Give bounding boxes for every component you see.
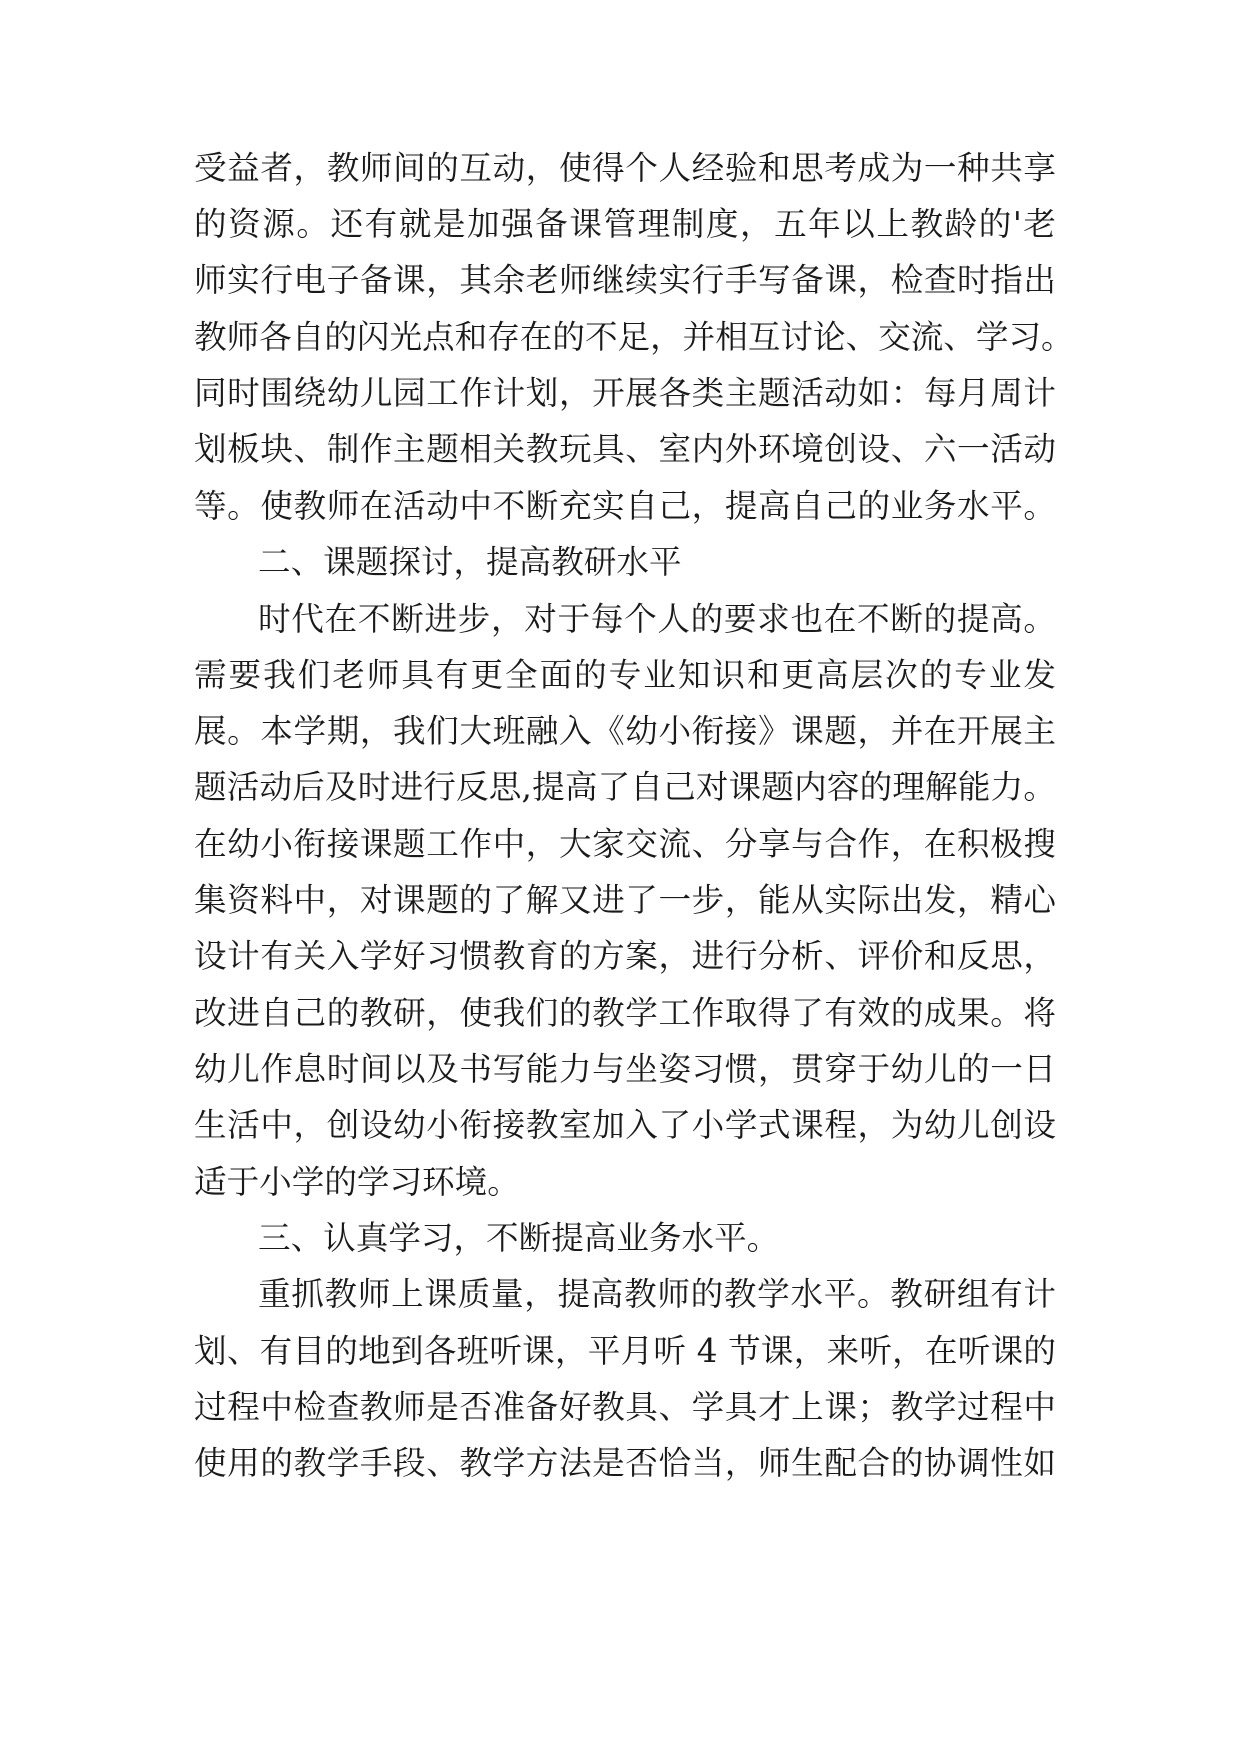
text-line: 划板块、制作主题相关教玩具、室内外环境创设、六一活动: [194, 430, 1056, 468]
text-line: 展。本学期，我们大班融入《幼小衔接》课题，并在开展主: [194, 712, 1056, 750]
text-line: 过程中检查教师是否准备好教具、学具才上课；教学过程中: [194, 1388, 1056, 1426]
section-heading: 三、认真学习，不断提高业务水平。: [258, 1219, 780, 1257]
section-heading: 二、课题探讨，提高教研水平: [258, 543, 682, 581]
text-line: 设计有关入学好习惯教育的方案，进行分析、评价和反思，: [194, 937, 1056, 975]
text-line: 教师各自的闪光点和存在的不足，并相互讨论、交流、学习。: [194, 318, 1074, 356]
text-line: 师实行电子备课，其余老师继续实行手写备课，检查时指出: [194, 261, 1056, 299]
text-line: 集资料中，对课题的了解又进了一步，能从实际出发，精心: [194, 881, 1056, 919]
text-line: 题活动后及时进行反思,提高了自己对课题内容的理解能力。: [194, 768, 1056, 806]
text-line: 改进自己的教研，使我们的教学工作取得了有效的成果。将: [194, 994, 1056, 1032]
text-line: 幼儿作息时间以及书写能力与坐姿习惯，贯穿于幼儿的一日: [194, 1050, 1056, 1088]
text-line: 需要我们老师具有更全面的专业知识和更高层次的专业发: [194, 656, 1056, 694]
paragraph-first-line: 时代在不断进步，对于每个人的要求也在不断的提高。: [258, 600, 1056, 638]
text-line: 等。使教师在活动中不断充实自己，提高自己的业务水平。: [194, 487, 1056, 525]
text-line: 使用的教学手段、教学方法是否恰当，师生配合的协调性如: [194, 1444, 1056, 1482]
text-line: 生活中，创设幼小衔接教室加入了小学式课程，为幼儿创设: [194, 1106, 1056, 1144]
text-line: 的资源。还有就是加强备课管理制度，五年以上教龄的'老: [194, 205, 1056, 243]
text-line: 在幼小衔接课题工作中，大家交流、分享与合作，在积极搜: [194, 825, 1056, 863]
text-line: 同时围绕幼儿园工作计划，开展各类主题活动如：每月周计: [194, 374, 1056, 412]
text-line: 受益者，教师间的互动，使得个人经验和思考成为一种共享: [194, 149, 1056, 187]
text-line: 适于小学的学习环境。: [194, 1163, 520, 1201]
text-line: 划、有目的地到各班听课，平月听 4 节课，来听，在听课的: [194, 1332, 1056, 1370]
paragraph-first-line: 重抓教师上课质量，提高教师的教学水平。教研组有计: [258, 1275, 1056, 1313]
